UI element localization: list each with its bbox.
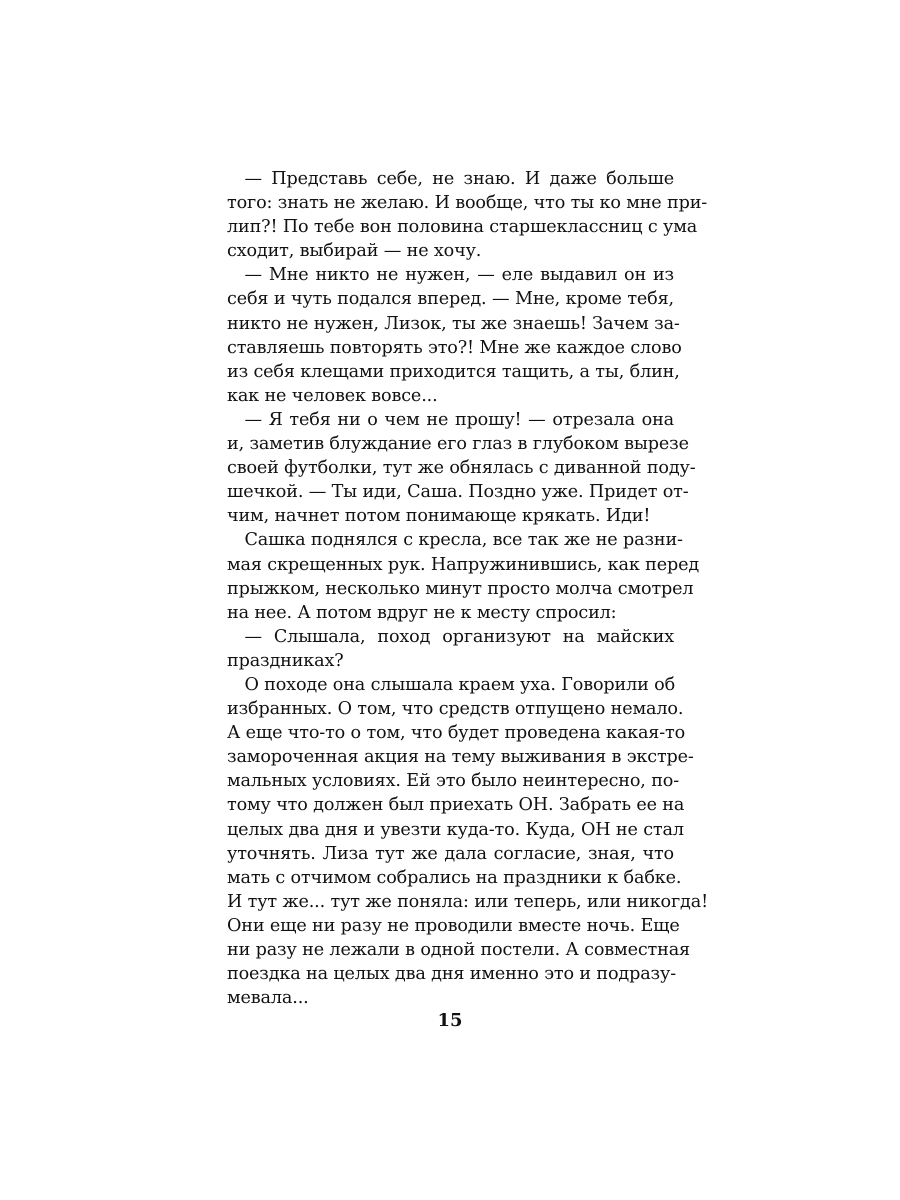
text-line: А еще что-то о том, что будет проведена какая-то	[227, 723, 686, 744]
text-line: своей футболки, тут же обнялась с диванной поду-	[227, 458, 696, 479]
text-line: — Представь себе, не знаю. И даже больше	[227, 169, 674, 189]
text-line: мальных условиях. Ей это было неинтересно, по-	[227, 771, 680, 792]
text-line: О походе она слышала краем уха. Говорили об	[227, 674, 676, 695]
text-line: замороченная акция на тему выживания в экстре-	[227, 747, 694, 768]
text-line: уточнять. Лиза тут же дала согласие, зная, что	[227, 843, 674, 864]
page-number: 15	[437, 1010, 463, 1031]
text-line: чим, начнет потом понимающе крякать. Иди!	[227, 506, 651, 527]
text-line: мая скрещенных рук. Напружинившись, как перед	[227, 554, 700, 575]
text-line: — Слышала, поход организуют на майских	[227, 626, 674, 647]
text-line: ни разу не лежали в одной постели. А совместная	[227, 940, 691, 960]
text-line: мать с отчимом собрались на праздники к бабке.	[227, 867, 682, 888]
text-line: из себя клещами приходится тащить, а ты, блин,	[227, 361, 680, 382]
text-line: мевала...	[227, 988, 309, 1009]
text-line: того: знать не желаю. И вообще, что ты ко мне при-	[227, 193, 708, 214]
text-line: шечкой. — Ты иди, Саша. Поздно уже. Придет от-	[227, 482, 689, 503]
text-line: Сашка поднялся с кресла, все так же не разни-	[227, 530, 683, 551]
text-line: И тут же... тут же поняла: или теперь, или никогда!	[227, 891, 708, 912]
text-line: Они еще ни разу не проводили вместе ночь. Еще	[227, 915, 680, 936]
text-line: — Я тебя ни о чем не прошу! — отрезала она	[227, 409, 674, 430]
text-line: ставляешь повторять это?! Мне же каждое слово	[227, 337, 682, 358]
text-line: прыжком, несколько минут просто молча смотрел	[227, 578, 694, 599]
text-line: поездка на целых два дня именно это и подразу-	[227, 964, 676, 985]
page-body-text	[227, 167, 708, 1010]
text-line: праздниках?	[227, 650, 344, 671]
text-line: тому что должен был приехать ОН. Забрать ее на	[227, 795, 685, 816]
text-line: избранных. О том, что средств отпущено немало.	[227, 699, 684, 720]
text-line: себя и чуть подался вперед. — Мне, кроме тебя,	[227, 289, 674, 310]
text-line: — Мне никто не нужен, — еле выдавил он из	[227, 265, 674, 286]
text-line: целых два дня и увезти куда-то. Куда, ОН не стал	[227, 819, 684, 840]
text-line: на нее. А потом вдруг не к месту спросил:	[227, 602, 617, 623]
text-line: никто не нужен, Лизок, ты же знаешь! Зачем за-	[227, 313, 680, 334]
text-line: лип?! По тебе вон половина старшеклассниц с ума	[227, 217, 698, 238]
text-line: как не человек вовсе...	[227, 385, 438, 406]
text-line: и, заметив блуждание его глаз в глубоком вырезе	[227, 434, 689, 455]
text-line: сходит, выбирай — не хочу.	[227, 241, 482, 262]
